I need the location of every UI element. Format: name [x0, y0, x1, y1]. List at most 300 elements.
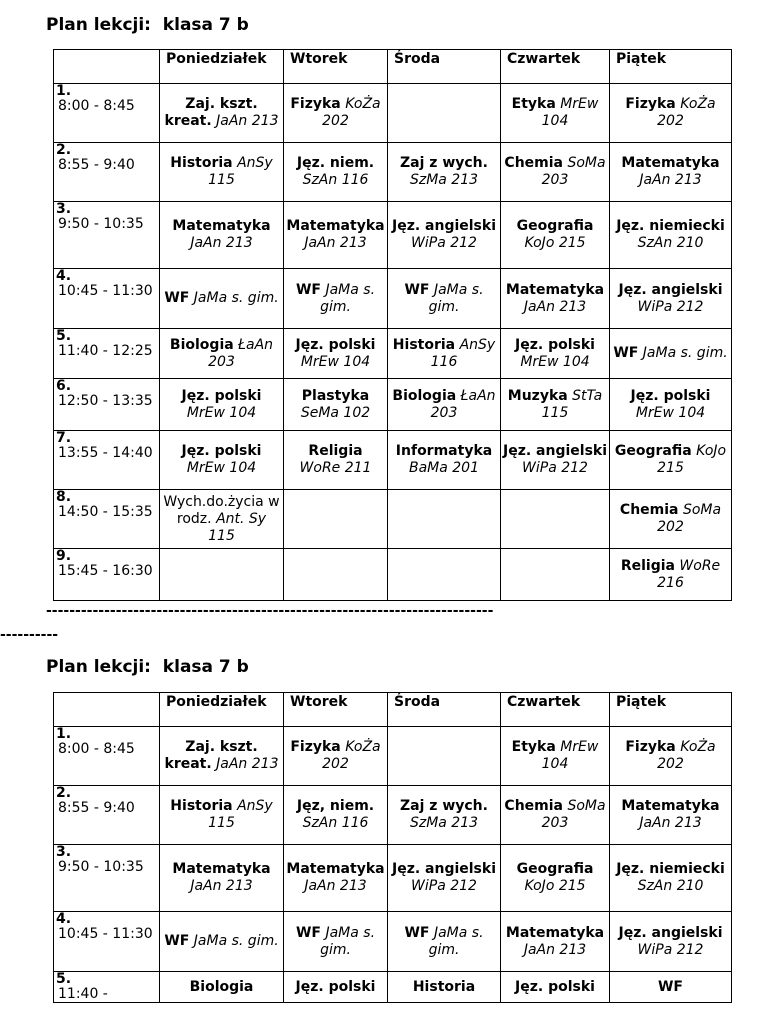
subject-name: Geografia	[516, 218, 594, 234]
subject-name: Zaj. kszt. kreat.	[164, 96, 258, 129]
lesson-time-cell	[54, 84, 160, 143]
subject-name: Matematyka	[172, 218, 271, 234]
lesson-cell	[160, 202, 284, 269]
lesson-number: 5.	[56, 328, 72, 344]
lesson-time: 12:50 - 13:35	[58, 393, 153, 409]
lesson-row	[54, 727, 732, 786]
lesson-cell	[388, 549, 501, 601]
teacher-room: JaMa s. gim.	[642, 345, 728, 361]
teacher-room: JaMa s. gim.	[193, 290, 279, 306]
subject-name: Fizyka	[290, 739, 341, 755]
lesson-row	[54, 431, 732, 490]
separator-line-wrap: ----------	[0, 627, 59, 643]
subject-name: Biologia	[189, 978, 254, 995]
subject-name: WF	[164, 933, 190, 949]
teacher-room: WoRe 216	[657, 557, 721, 591]
subject-name: Matematyka	[621, 155, 720, 171]
teacher-room: MrEw 104	[541, 739, 599, 772]
subject-name: Jęz. niemiecki	[616, 218, 725, 234]
lesson-time-cell	[54, 202, 160, 269]
teacher-room: SzAn 210	[637, 878, 704, 894]
lesson-content	[610, 979, 731, 996]
subject-name: WF	[657, 978, 683, 995]
day-header: Piątek	[610, 693, 732, 727]
lesson-content	[284, 861, 387, 895]
subject-name: Matematyka	[286, 218, 385, 234]
lesson-cell	[284, 727, 388, 786]
lesson-time-cell	[54, 431, 160, 490]
lesson-content	[388, 925, 500, 959]
lesson-content	[160, 96, 283, 130]
lesson-cell	[501, 269, 610, 329]
teacher-room: JaAn 213	[523, 298, 587, 315]
lesson-cell	[501, 143, 610, 202]
lesson-cell	[284, 549, 388, 601]
lesson-content	[610, 861, 731, 895]
lesson-content	[284, 337, 387, 371]
day-header: Wtorek	[284, 693, 388, 727]
lesson-time-cell	[54, 549, 160, 601]
subject-name: Zaj z wych.	[400, 798, 488, 814]
lesson-time-cell	[54, 972, 160, 1003]
lesson-cell	[160, 972, 284, 1003]
subject-name: Biologia	[169, 336, 234, 353]
lesson-content	[160, 798, 283, 832]
subject-name: WF	[404, 281, 430, 298]
subject-name: Jęz. niemiecki	[616, 861, 725, 877]
teacher-room: AnSy 116	[430, 336, 496, 370]
lesson-time-cell	[54, 490, 160, 549]
lesson-content	[610, 798, 731, 832]
lesson-cell	[160, 727, 284, 786]
day-header	[54, 693, 160, 727]
teacher-room: SoMa 203	[541, 155, 606, 188]
lesson-cell	[501, 845, 610, 912]
lesson-cell	[284, 379, 388, 431]
lesson-content	[160, 290, 283, 307]
lesson-content	[388, 861, 500, 895]
teacher-room: AnSy 115	[208, 155, 273, 188]
day-header: Piątek	[610, 50, 732, 84]
lesson-content	[284, 798, 387, 832]
lesson-number: 9.	[56, 548, 72, 564]
lesson-cell	[501, 431, 610, 490]
day-header: Środa	[388, 50, 501, 84]
subject-name: Historia	[392, 336, 456, 353]
lesson-content	[610, 443, 731, 477]
lesson-cell	[610, 431, 732, 490]
lesson-content	[610, 558, 731, 592]
lesson-content	[284, 979, 387, 996]
lesson-cell	[388, 84, 501, 143]
lesson-cell	[388, 727, 501, 786]
teacher-room: MrEw 104	[300, 353, 371, 370]
header-row	[54, 693, 732, 727]
lesson-time: 8:00 - 8:45	[58, 98, 135, 114]
lesson-content	[501, 388, 609, 422]
day-header: Poniedziałek	[160, 50, 284, 84]
teacher-room: KoŻa 202	[322, 739, 381, 772]
lesson-cell	[610, 912, 732, 972]
subject-name: Jęz. polski	[630, 387, 711, 404]
lesson-content	[284, 155, 387, 189]
lesson-cell	[501, 972, 610, 1003]
subject-name: Zaj. kszt. kreat.	[164, 739, 258, 772]
lesson-cell	[160, 786, 284, 845]
teacher-room: JaAn 213	[304, 235, 367, 251]
lesson-cell	[388, 845, 501, 912]
separator-line: -----------------------------------------------------------------------------	[46, 603, 494, 619]
lesson-cell	[610, 379, 732, 431]
lesson-cell	[501, 727, 610, 786]
lesson-row	[54, 329, 732, 379]
lesson-content	[388, 218, 500, 252]
teacher-room: KoŻa 202	[657, 739, 716, 772]
lesson-content	[501, 155, 609, 189]
lesson-cell	[160, 845, 284, 912]
lesson-content	[160, 155, 283, 189]
teacher-room: Ant. Sy 115	[208, 510, 267, 544]
teacher-room: MrEw 104	[541, 96, 599, 129]
lesson-content	[284, 96, 387, 130]
lesson-cell	[284, 431, 388, 490]
subject-name: Chemia	[619, 502, 679, 518]
timetable	[53, 49, 732, 601]
subject-name: WF	[295, 924, 321, 941]
lesson-time: 11:40 -	[58, 986, 108, 1002]
lesson-cell	[284, 143, 388, 202]
subject-name: Jęz. polski	[515, 336, 595, 353]
page-title: Plan lekcji: klasa 7 b	[46, 15, 249, 35]
subject-name: Fizyka	[290, 96, 341, 112]
subject-name: Jęz. angielski	[503, 443, 608, 459]
lesson-content	[501, 282, 609, 316]
lesson-cell	[610, 786, 732, 845]
subject-name: Fizyka	[625, 739, 676, 755]
lesson-cell	[610, 972, 732, 1003]
lesson-content	[388, 443, 500, 477]
subject-name: Muzyka	[507, 387, 568, 404]
lesson-content	[160, 337, 283, 371]
teacher-room: SzMa 213	[409, 815, 479, 831]
lesson-cell	[388, 786, 501, 845]
teacher-room: JaAn 213	[523, 941, 587, 958]
lesson-content	[284, 388, 387, 422]
teacher-room: JaMa s. gim.	[320, 924, 376, 958]
lesson-content	[501, 979, 609, 996]
lesson-cell	[388, 329, 501, 379]
lesson-time: 9:50 - 10:35	[58, 859, 144, 875]
lesson-number: 1.	[56, 83, 72, 99]
lesson-cell	[610, 269, 732, 329]
teacher-room: WoRe 211	[299, 460, 372, 476]
lesson-content	[501, 96, 609, 130]
subject-name: Religia	[620, 557, 675, 574]
lesson-cell	[388, 431, 501, 490]
subject-name: Jęz. angielski	[618, 281, 723, 298]
lesson-cell	[501, 379, 610, 431]
day-header: Środa	[388, 693, 501, 727]
teacher-room: JaMa s. gim.	[320, 281, 376, 315]
lesson-cell	[610, 202, 732, 269]
lesson-cell	[284, 329, 388, 379]
lesson-content	[610, 388, 731, 422]
lesson-cell	[610, 727, 732, 786]
subject-name: Jęz. polski	[295, 336, 376, 353]
lesson-number: 5.	[56, 971, 72, 987]
lesson-cell	[501, 84, 610, 143]
day-header: Czwartek	[501, 50, 610, 84]
lesson-number: 6.	[56, 378, 72, 394]
lesson-content	[610, 218, 731, 252]
teacher-room: KoJo 215	[657, 443, 727, 476]
lesson-content	[610, 345, 731, 362]
subject-name: Geografia	[614, 443, 692, 459]
subject-name: Matematyka	[172, 861, 271, 877]
teacher-room: ŁaAn 203	[430, 387, 496, 421]
lesson-time: 8:55 - 9:40	[58, 800, 135, 816]
teacher-room: SeMa 102	[300, 404, 371, 421]
lesson-content	[388, 155, 500, 189]
lesson-cell	[284, 490, 388, 549]
page-title-second: Plan lekcji: klasa 7 b	[46, 657, 249, 677]
lesson-content	[501, 443, 609, 477]
lesson-cell	[610, 845, 732, 912]
lesson-cell	[160, 329, 284, 379]
teacher-room: JaAn 213	[190, 878, 253, 894]
lesson-time: 11:40 - 12:25	[58, 343, 153, 359]
lesson-content	[160, 388, 283, 422]
lesson-cell	[610, 329, 732, 379]
lesson-cell	[160, 549, 284, 601]
teacher-room: AnSy 115	[208, 798, 273, 831]
teacher-room: JaAn 213	[190, 235, 253, 251]
lesson-time: 15:45 - 16:30	[58, 563, 153, 579]
lesson-number: 8.	[56, 489, 72, 505]
lesson-number: 2.	[56, 785, 72, 801]
lesson-cell	[388, 379, 501, 431]
lesson-content	[610, 96, 731, 130]
lesson-time-cell	[54, 329, 160, 379]
lesson-row	[54, 490, 732, 549]
lesson-content	[501, 925, 609, 959]
teacher-room: SzAn 116	[302, 815, 369, 831]
subject-name: Jęz. polski	[181, 443, 262, 459]
subject-name: Jęz. polski	[181, 387, 262, 404]
lesson-cell	[388, 143, 501, 202]
subject-name: Jęz. angielski	[618, 924, 723, 941]
lesson-cell	[388, 202, 501, 269]
subject-name: WF	[164, 290, 190, 306]
lesson-cell	[501, 549, 610, 601]
subject-name: Historia	[170, 798, 233, 814]
lesson-cell	[501, 329, 610, 379]
lesson-cell	[284, 845, 388, 912]
lesson-cell	[388, 490, 501, 549]
lesson-cell	[284, 786, 388, 845]
lesson-cell	[610, 84, 732, 143]
teacher-room: JaMa s. gim.	[428, 281, 484, 315]
teacher-room: JaAn 213	[216, 756, 279, 772]
lesson-number: 1.	[56, 726, 72, 742]
lesson-cell	[160, 379, 284, 431]
teacher-room: KoJo 215	[524, 878, 586, 894]
subject-name: WF	[613, 345, 639, 361]
lesson-content	[388, 282, 500, 316]
day-header: Poniedziałek	[160, 693, 284, 727]
day-header: Wtorek	[284, 50, 388, 84]
subject-name: Historia	[412, 978, 476, 995]
lesson-content	[160, 739, 283, 773]
lesson-content	[388, 979, 500, 996]
subject-name: Fizyka	[625, 96, 676, 112]
timetable-second	[53, 692, 732, 1003]
lesson-cell	[501, 912, 610, 972]
subject-name: Jęz. angielski	[391, 861, 496, 877]
lesson-content	[610, 739, 731, 773]
lesson-cell	[501, 786, 610, 845]
teacher-room: WiPa 212	[411, 878, 477, 894]
lesson-cell	[388, 912, 501, 972]
lesson-cell	[160, 431, 284, 490]
lesson-content	[284, 739, 387, 773]
teacher-room: MrEw 104	[520, 353, 590, 370]
lesson-cell	[160, 143, 284, 202]
lesson-cell	[284, 972, 388, 1003]
lesson-time: 8:00 - 8:45	[58, 741, 135, 757]
lesson-content	[160, 933, 283, 950]
teacher-room: MrEw 104	[186, 460, 257, 476]
lesson-content	[284, 282, 387, 316]
teacher-room: JaAn 213	[216, 113, 279, 129]
lesson-cell	[284, 912, 388, 972]
teacher-room: WiPa 212	[522, 460, 588, 476]
lesson-content	[501, 861, 609, 895]
lesson-content	[284, 443, 387, 477]
lesson-row	[54, 845, 732, 912]
lesson-cell	[160, 269, 284, 329]
lesson-row	[54, 202, 732, 269]
lesson-number: 3.	[56, 201, 72, 217]
lesson-time-cell	[54, 912, 160, 972]
teacher-room: SzAn 210	[637, 235, 704, 251]
lesson-cell	[610, 549, 732, 601]
lesson-cell	[610, 490, 732, 549]
lesson-content	[160, 494, 283, 545]
lesson-row	[54, 786, 732, 845]
lesson-content	[501, 739, 609, 773]
teacher-room: MrEw 104	[186, 404, 257, 421]
lesson-cell	[388, 972, 501, 1003]
lesson-cell	[501, 202, 610, 269]
teacher-room: JaAn 213	[639, 172, 702, 188]
lesson-number: 4.	[56, 911, 72, 927]
teacher-room: SzAn 116	[302, 172, 369, 188]
lesson-content	[501, 337, 609, 371]
header-row	[54, 50, 732, 84]
teacher-room: SzMa 213	[409, 172, 479, 188]
lesson-time: 10:45 - 11:30	[58, 283, 153, 299]
lesson-content	[160, 218, 283, 252]
lesson-time-cell	[54, 727, 160, 786]
lesson-time-cell	[54, 845, 160, 912]
subject-name: Jęz. niem.	[296, 155, 375, 171]
lesson-number: 7.	[56, 430, 72, 446]
lesson-cell	[610, 143, 732, 202]
day-header	[54, 50, 160, 84]
subject-name: Etyka	[511, 739, 556, 755]
subject-name: WF	[295, 281, 321, 298]
lesson-row	[54, 549, 732, 601]
teacher-room: WiPa 212	[411, 235, 477, 251]
lesson-time-cell	[54, 786, 160, 845]
lesson-time: 8:55 - 9:40	[58, 157, 135, 173]
lesson-row	[54, 269, 732, 329]
subject-name: Chemia	[504, 155, 563, 171]
teacher-room: JaAn 213	[304, 878, 367, 894]
lesson-cell	[501, 490, 610, 549]
lesson-time: 13:55 - 14:40	[58, 445, 153, 461]
teacher-room: BaMa 201	[408, 460, 479, 476]
subject-name: Chemia	[504, 798, 563, 814]
teacher-room: WiPa 212	[637, 298, 704, 315]
lesson-content	[160, 443, 283, 477]
teacher-room: JaMa s. gim.	[428, 924, 484, 958]
subject-name: Jęz. polski	[295, 978, 376, 995]
subject-name: Informatyka	[395, 443, 493, 459]
teacher-room: SoMa 202	[657, 502, 722, 535]
subject-name: Religia	[308, 443, 363, 459]
lesson-content	[388, 337, 500, 371]
lesson-content	[501, 218, 609, 252]
lesson-cell	[160, 490, 284, 549]
lesson-number: 4.	[56, 268, 72, 284]
teacher-room: StTa 115	[541, 387, 603, 421]
lesson-cell	[284, 269, 388, 329]
subject-name: WF	[404, 924, 430, 941]
teacher-room: ŁaAn 203	[208, 336, 274, 370]
lesson-cell	[284, 84, 388, 143]
subject-name: Matematyka	[505, 924, 605, 941]
teacher-room: KoJo 215	[524, 235, 586, 251]
lesson-content	[160, 861, 283, 895]
lesson-time: 9:50 - 10:35	[58, 216, 144, 232]
lesson-time-cell	[54, 269, 160, 329]
lesson-content	[388, 388, 500, 422]
subject-name: Geografia	[516, 861, 594, 877]
subject-name: Etyka	[511, 96, 556, 112]
teacher-room: JaAn 213	[639, 815, 702, 831]
lesson-row	[54, 379, 732, 431]
teacher-room: WiPa 212	[637, 941, 704, 958]
lesson-row	[54, 912, 732, 972]
lesson-content	[284, 218, 387, 252]
teacher-room: MrEw 104	[635, 404, 706, 421]
subject-name: Historia	[170, 155, 233, 171]
subject-name: Matematyka	[505, 281, 605, 298]
lesson-content	[610, 502, 731, 536]
lesson-content	[501, 798, 609, 832]
teacher-room: SoMa 203	[541, 798, 606, 831]
teacher-room: JaMa s. gim.	[193, 933, 279, 949]
lesson-cell	[160, 912, 284, 972]
lesson-row	[54, 84, 732, 143]
lesson-time-cell	[54, 379, 160, 431]
lesson-row	[54, 143, 732, 202]
lesson-time: 14:50 - 15:35	[58, 504, 153, 520]
lesson-cell	[284, 202, 388, 269]
lesson-number: 3.	[56, 844, 72, 860]
